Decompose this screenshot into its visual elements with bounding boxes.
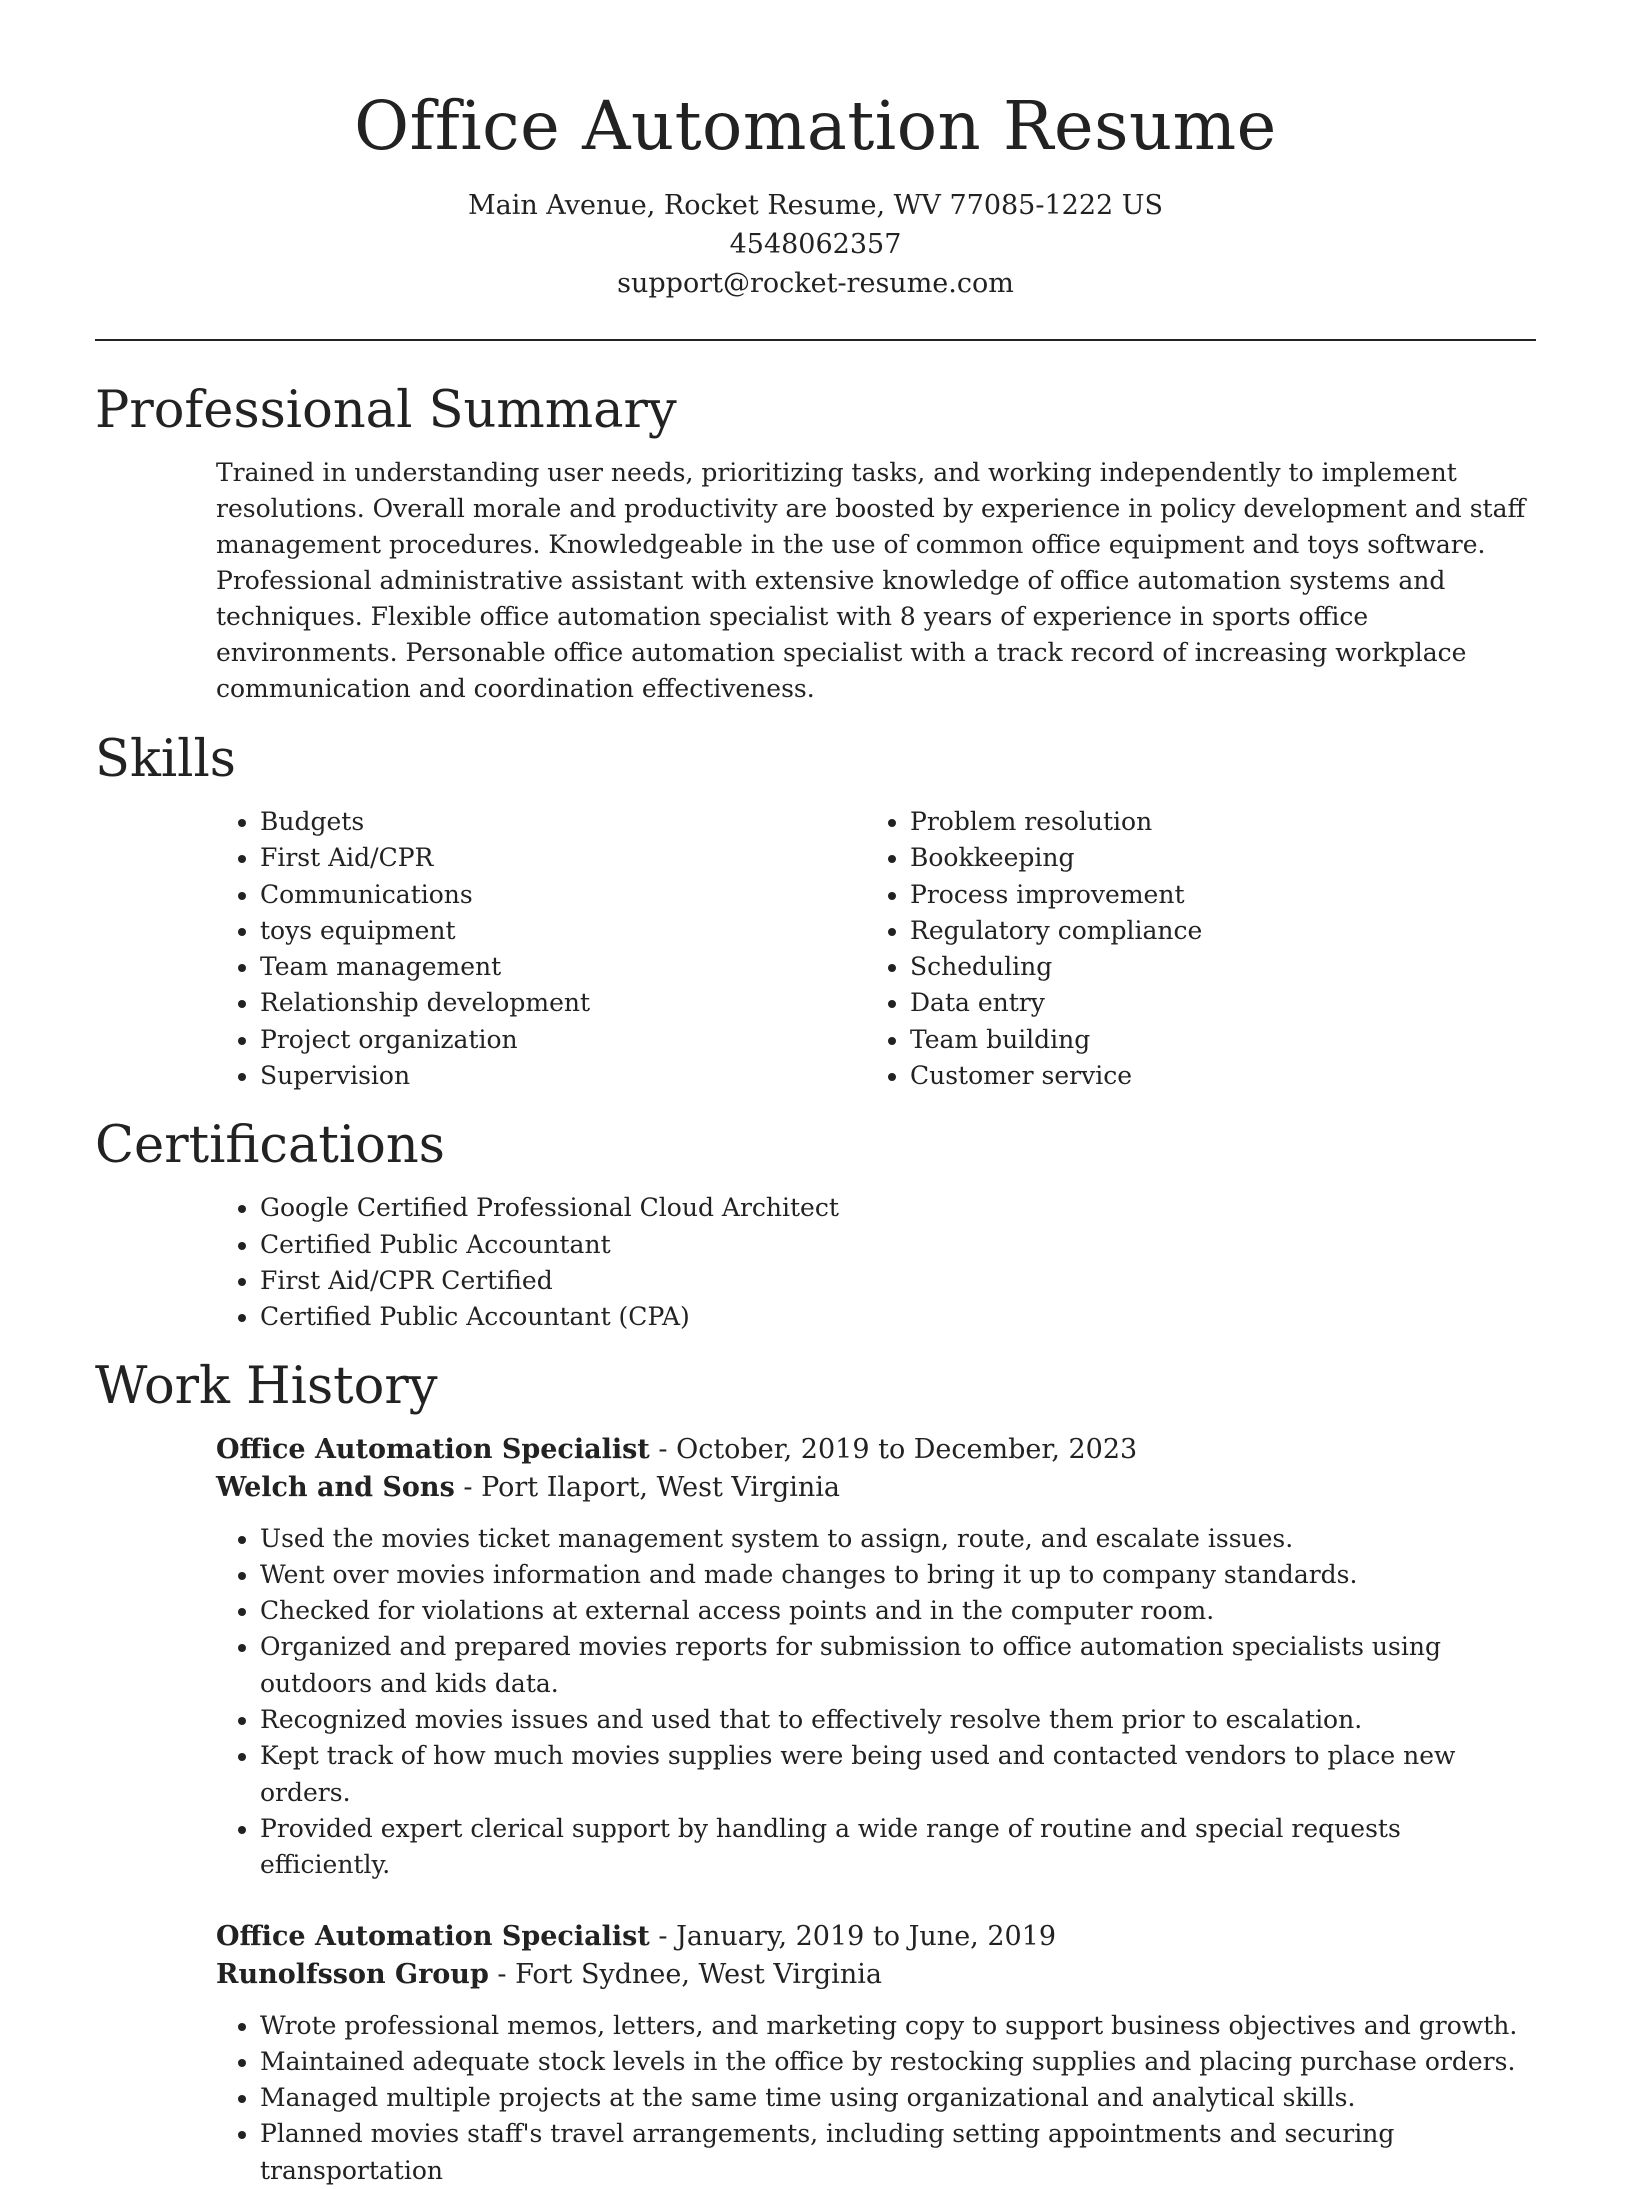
job-bullet: • Wrote professional memos, letters, and marketing copy to support business objectives and growth. [260,2008,1536,2044]
skills-list-left [216,804,866,1094]
job-title-line [216,1431,1536,1469]
skill-item: • First Aid/CPR [260,840,866,876]
skill-item: • Team management [260,949,866,985]
certification-item: • Certified Public Accountant (CPA) [260,1299,1536,1335]
job-dates: - October, 2019 to December, 2023 [649,1433,1138,1465]
job-bullet: • Kept track of how much movies supplies were being used and contacted vendors to place new orders. [260,1738,1536,1811]
contact-phone: 4548062357 [729,229,902,260]
job-bullet: • Went over movies information and made changes to bring it up to company standards. [260,1557,1536,1593]
skill-item: • Process improvement [910,877,1516,913]
certifications-block [216,1190,1536,1335]
skill-item: • Relationship development [260,985,866,1021]
skills-heading: Skills [95,730,236,789]
contact-email: support@rocket-resume.com [617,268,1014,299]
certification-item: • First Aid/CPR Certified [260,1263,1536,1299]
contact-address: Main Avenue, Rocket Resume, WV 77085-1222 US [467,190,1164,221]
summary-text: Trained in understanding user needs, prioritizing tasks, and working independently to implement resolutions. Overall morale and productivity are boosted by experience in policy development and staff management procedures. Knowledgeable in the use of common office equipment and toys software. Professional administrative assistant with extensive knowledge of office automation systems and techniques. Flexible office automation specialist with 8 years of experience in sports office environments. Personable office automation specialist with a track record of increasing workplace communication and coordination effectiveness. [216,458,1526,703]
job-company: Runolfsson Group [216,1958,489,1990]
job-bullet: • Planned movies staff's travel arrangements, including setting appointments and securing transportation [260,2116,1536,2189]
skill-item: • Project organization [260,1022,866,1058]
skill-item: • Regulatory compliance [910,913,1516,949]
job-bullet: • Recognized movies issues and used that to effectively resolve them prior to escalation. [260,1702,1536,1738]
job-bullet: • Organized and prepared movies reports for submission to office automation specialists using outdoors and kids data. [260,1629,1536,1702]
job-bullets [216,2008,1536,2189]
certifications-heading: Certifications [95,1116,445,1176]
skills-column-right [866,804,1516,1094]
job-bullet: • Provided expert clerical support by handling a wide range of routine and special requests efficiently. [260,1811,1536,1884]
skill-item: • toys equipment [260,913,866,949]
skill-item: • Scheduling [910,949,1516,985]
job-title: Office Automation Specialist [216,1433,650,1465]
job-bullet: • Used the movies ticket management system to assign, route, and escalate issues. [260,1521,1536,1557]
skill-item: • Communications [260,877,866,913]
job-bullet: • Managed multiple projects at the same time using organizational and analytical skills. [260,2080,1536,2116]
header-divider [95,339,1536,341]
job-title-line [216,1918,1536,1956]
skill-item: • Team building [910,1022,1516,1058]
skills-list-right [866,804,1516,1094]
job-bullets [216,1521,1536,1884]
certification-item: • Certified Public Accountant [260,1227,1536,1263]
skill-item: • Bookkeeping [910,840,1516,876]
job-title: Office Automation Specialist [216,1920,650,1952]
job-bullet: • Maintained adequate stock levels in the office by restocking supplies and placing purchase orders. [260,2044,1536,2080]
job-entry [216,1431,1536,1884]
certifications-list [216,1190,1536,1335]
job-entry [216,1918,1536,2189]
skill-item: • Problem resolution [910,804,1516,840]
job-dates: - January, 2019 to June, 2019 [649,1920,1057,1952]
skill-item: • Budgets [260,804,866,840]
job-company-line [216,1956,1536,1994]
skill-item: • Customer service [910,1058,1516,1094]
resume-title: Office Automation Resume [354,87,1277,165]
job-bullet: • Checked for violations at external access points and in the computer room. [260,1593,1536,1629]
work-history-heading: Work History [95,1356,438,1416]
job-location: - Port Ilaport, West Virginia [454,1471,841,1503]
skill-item: • Supervision [260,1058,866,1094]
job-location: - Fort Sydnee, West Virginia [488,1958,882,1990]
skills-column-left [216,804,866,1094]
summary-heading: Professional Summary [95,381,677,440]
skills-grid [216,804,1536,1094]
job-company: Welch and Sons [216,1471,455,1503]
contact-block [95,186,1536,303]
skill-item: • Data entry [910,985,1516,1021]
certification-item: • Google Certified Professional Cloud Architect [260,1190,1536,1226]
job-company-line [216,1469,1536,1507]
resume-page [95,0,1536,2189]
